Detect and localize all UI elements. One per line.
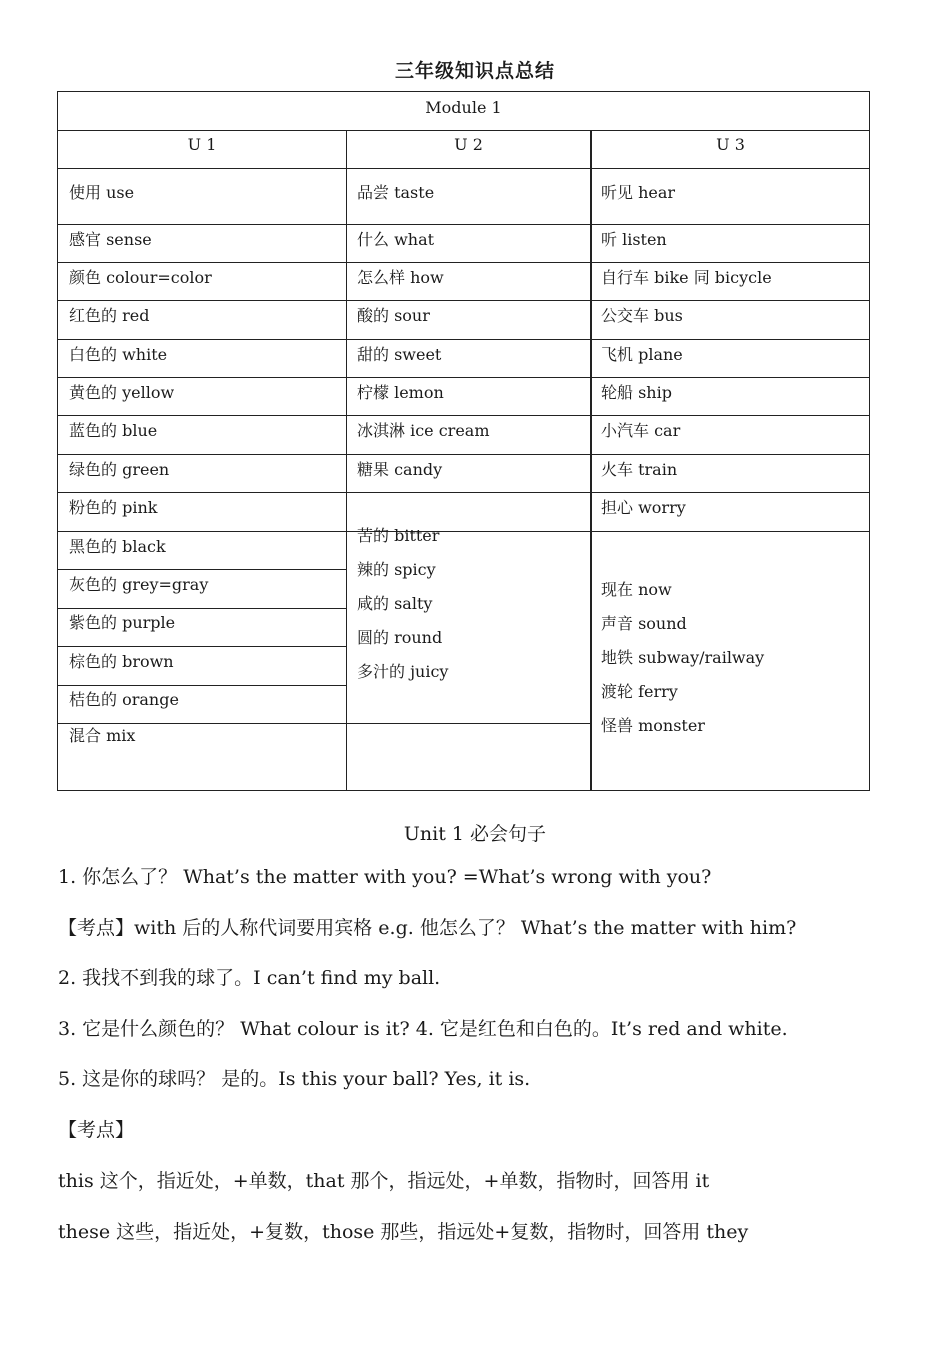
vocab-cell: 紫色的 purple [69,613,176,632]
note-line: this 这个，指近处，+单数，that 那个，指远处，+单数，指物时，回答用 it [58,1170,710,1192]
vocab-cell: 小汽车 car [601,421,681,440]
vocab-cell: 感官 sense [69,230,152,249]
column-header-u3: U 3 [716,135,745,154]
vocab-item: 声音 sound [601,614,687,633]
vocabulary-table [57,91,870,791]
vocab-cell: 怎么样 how [357,268,444,287]
vocab-cell: 黑色的 black [69,537,166,556]
vocab-cell: 甜的 sweet [357,345,442,364]
table-rule [58,377,869,378]
vocab-item: 圆的 round [357,628,443,647]
sentence-line: 3. 它是什么颜色的？ What colour is it? 4. 它是红色和白色的。It’s red and white. [58,1018,788,1040]
vocab-cell: 绿色的 green [69,460,170,479]
vocab-item: 多汁的 juicy [357,662,449,681]
vocab-cell: 轮船 ship [601,383,672,402]
vocab-cell: 飞机 plane [601,345,683,364]
column-header-u1: U 1 [187,135,217,154]
table-rule [58,300,869,301]
vocab-cell: 酸的 sour [357,306,430,325]
module-header: Module 1 [425,98,502,117]
vocab-cell: 使用 use [69,183,135,202]
vocab-cell: 黄色的 yellow [69,383,175,402]
table-rule [58,569,347,570]
page-title: 三年级知识点总结 [394,60,555,82]
vocab-cell: 灰色的 grey=gray [69,575,209,594]
vocab-item: 辣的 spicy [357,560,436,579]
column-header-u2: U 2 [454,135,483,154]
vocab-cell: 红色的 red [69,306,150,325]
table-rule [58,454,869,455]
table-rule [58,168,869,169]
vocab-cell: 棕色的 brown [69,652,174,671]
vocab-group-cell [357,519,448,689]
vocab-cell: 火车 train [601,460,678,479]
vocab-cell: 公交车 bus [601,306,683,325]
vocab-cell: 桔色的 orange [69,690,179,709]
vocab-cell: 白色的 white [69,345,168,364]
table-rule [58,224,869,225]
table-rule [58,492,869,493]
sentence-line: 1. 你怎么了？ What’s the matter with you? =What’s wrong with you? [58,866,712,888]
table-rule [58,262,869,263]
vocab-item: 现在 now [601,580,672,599]
vocab-item: 地铁 subway/railway [601,648,765,667]
vocab-cell: 糖果 candy [357,460,443,479]
table-rule [590,130,592,791]
note-heading: 【考点】 [58,1119,135,1141]
vocab-cell: 听 listen [601,230,667,249]
vocab-group-cell [601,573,764,743]
vocab-cell: 品尝 taste [357,183,435,202]
table-rule [58,723,591,724]
vocab-item: 苦的 bitter [357,526,440,545]
table-rule [58,130,869,131]
vocab-cell: 混合 mix [69,726,136,745]
vocab-cell: 自行车 bike 同 bicycle [601,268,772,287]
table-rule [58,339,869,340]
table-rule [58,531,869,532]
vocab-cell: 蓝色的 blue [69,421,158,440]
vocab-cell: 冰淇淋 ice cream [357,421,490,440]
vocab-cell: 什么 what [357,230,435,249]
vocab-cell: 粉色的 pink [69,498,158,517]
note-line: these 这些，指近处，+复数，those 那些，指远处+复数，指物时，回答用 they [58,1221,749,1243]
vocab-cell: 柠檬 lemon [357,383,444,402]
vocab-item: 咸的 salty [357,594,433,613]
vocab-cell: 听见 hear [601,183,676,202]
vocab-cell: 颜色 colour=color [69,268,212,287]
table-rule [58,646,347,647]
note-line: 【考点】with 后的人称代词要用宾格 e.g. 他怎么了？ What’s the matter with him? [58,917,797,939]
vocab-cell: 担心 worry [601,498,686,517]
vocab-item: 怪兽 monster [601,716,705,735]
table-rule [58,415,869,416]
table-rule [58,685,347,686]
vocab-item: 渡轮 ferry [601,682,678,701]
sentence-line: 2. 我找不到我的球了。I can’t find my ball. [58,967,441,989]
section-title: Unit 1 必会句子 [403,823,547,845]
sentence-line: 5. 这是你的球吗？ 是的。Is this your ball? Yes, it is. [58,1068,531,1090]
table-rule [58,608,347,609]
table-rule [346,130,347,791]
